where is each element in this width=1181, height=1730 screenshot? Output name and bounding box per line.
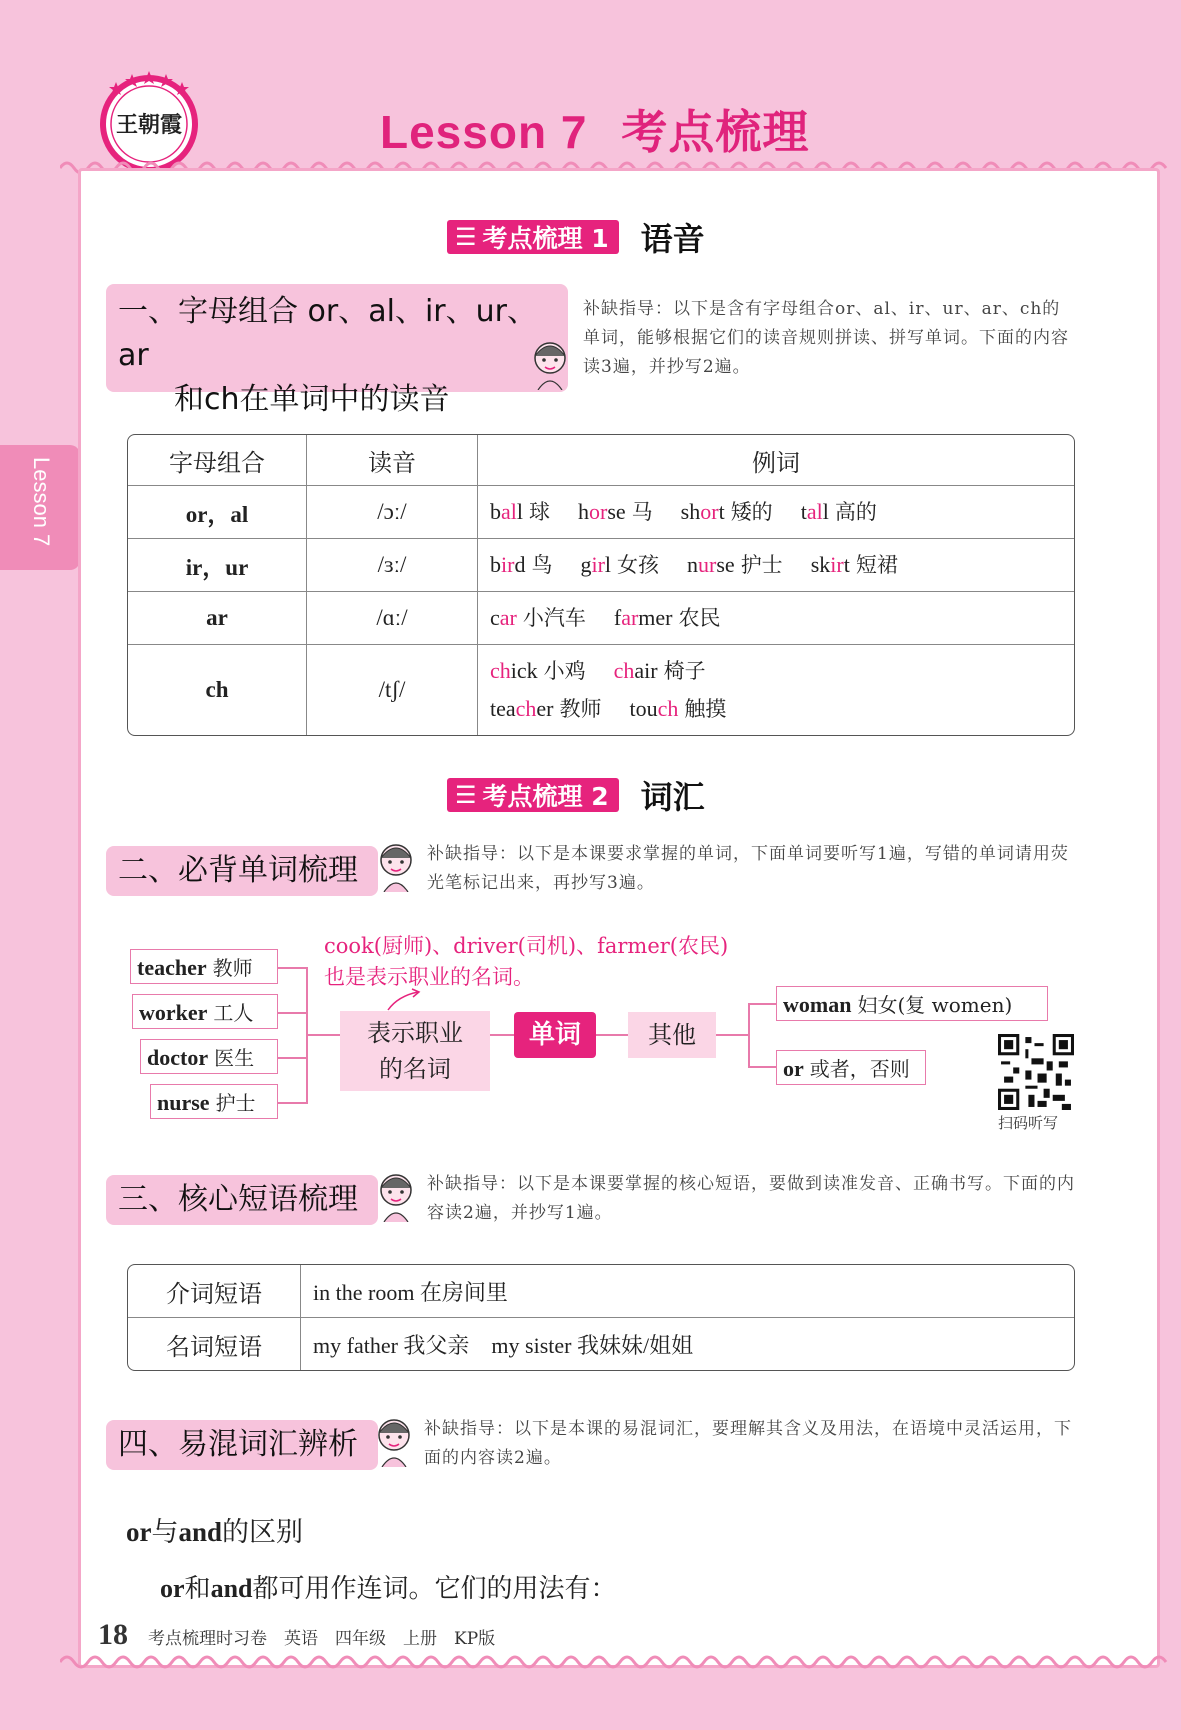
- side-tab: [0, 445, 80, 570]
- col-header: 例词: [478, 435, 1074, 486]
- section4-subtitle: or与and的区别: [126, 1517, 304, 1548]
- example-words: [478, 645, 1074, 735]
- table-row: [128, 539, 1074, 592]
- qr-label: 扫码听写: [998, 1114, 1059, 1132]
- section2-tag: ☰ 考点梳理 2: [447, 778, 619, 812]
- example-words: [478, 592, 1074, 645]
- example-word: nurse 护士: [687, 552, 783, 577]
- example-word: bird 鸟: [490, 552, 553, 577]
- section4-note: 补缺指导：以下是本课的易混词汇，要理解其含义及用法，在语境中灵活运用，下面的内容读2遍。: [424, 1419, 1072, 1468]
- example-word: farmer 农民: [613, 605, 721, 630]
- connector: [748, 1003, 776, 1005]
- example-word: short 矮的: [680, 499, 773, 524]
- title-cn: 考点梳理: [621, 105, 810, 159]
- page-title: [380, 96, 809, 162]
- section2-title: 词汇: [640, 778, 705, 816]
- example-word: car 小汽车: [490, 605, 586, 630]
- phonics-table: [127, 434, 1075, 736]
- table-row: [128, 645, 1074, 735]
- girl-icon: [372, 1415, 416, 1467]
- pronunciation: /ɑː/: [307, 592, 478, 645]
- phrase-type: 名词短语: [128, 1318, 301, 1370]
- menu-icon: ☰: [455, 781, 477, 809]
- phrase-content: my father 我父亲 my sister 我妹妹/姐姐: [313, 1332, 694, 1358]
- girl-icon: [374, 840, 418, 892]
- example-word: horse 马: [578, 499, 653, 524]
- example-word: chick 小鸡: [490, 658, 586, 683]
- annotation-line1: cook(厨师)、driver(司机)、farmer(农民): [324, 934, 729, 958]
- word-woman: woman 妇女(复 women): [776, 986, 1048, 1021]
- table-row: [128, 592, 1074, 645]
- letter-combo: or，al: [128, 486, 307, 539]
- connector: [278, 1102, 306, 1104]
- section1-note: 补缺指导：以下是含有字母组合or、al、ir、ur、ar、ch的单词，能够根据它们的读音规则拼读、拼写单词。下面的内容读3遍，并抄写2遍。: [583, 299, 1069, 377]
- example-words: [478, 539, 1074, 592]
- example-word: teacher 教师: [490, 696, 602, 721]
- annotation-line2: 也是表示职业的名词。: [324, 965, 534, 989]
- example-word: touch 触摸: [629, 696, 727, 721]
- word-doctor: doctor 医生: [140, 1039, 278, 1074]
- connector: [748, 1003, 750, 1068]
- connector: [716, 1034, 748, 1036]
- example-words: [478, 486, 1074, 539]
- word-or: or 或者，否则: [776, 1050, 926, 1085]
- connector: [748, 1066, 776, 1068]
- section1-heading: [106, 284, 568, 417]
- wave-border-bottom: [60, 1652, 1170, 1672]
- annotation: [324, 931, 728, 993]
- word-teacher: teacher 教师: [130, 949, 278, 984]
- group-other: 其他: [628, 1012, 716, 1058]
- example-word: skirt 短裙: [810, 552, 898, 577]
- example-word: chair 椅子: [613, 658, 706, 683]
- example-word: ball 球: [490, 499, 551, 524]
- heading-line2: 和ch在单词中的读音: [174, 382, 450, 417]
- footer-text: 考点梳理时习卷 英语 四年级 上册 KP版: [148, 1629, 496, 1649]
- connector: [278, 967, 306, 969]
- section2-heading: 二、必背单词梳理: [106, 846, 378, 896]
- section3-heading: 三、核心短语梳理: [106, 1175, 378, 1225]
- word-nurse: nurse 护士: [150, 1084, 278, 1119]
- group-occupations: 表示职业的名词: [340, 1011, 490, 1091]
- center-node: 单词: [514, 1012, 596, 1058]
- letter-combo: ir，ur: [128, 539, 307, 592]
- section4-body: or和and都可用作连词。它们的用法有：: [160, 1574, 617, 1604]
- page-footer: [98, 1618, 495, 1652]
- phrase-table: [127, 1264, 1075, 1371]
- section1-tag: ☰ 考点梳理 1: [447, 220, 619, 254]
- menu-icon: ☰: [455, 223, 477, 251]
- example-word: tall 高的: [800, 499, 877, 524]
- girl-icon: [528, 338, 572, 390]
- pronunciation: /ɔː/: [307, 486, 478, 539]
- phrase-content: in the room 在房间里: [301, 1265, 1074, 1318]
- girl-icon: [374, 1170, 418, 1222]
- connector: [596, 1034, 628, 1036]
- heading-line1: 一、字母组合 or、al、ir、ur、ar: [118, 294, 537, 373]
- example-word: girl 女孩: [580, 552, 660, 577]
- connector: [306, 1034, 340, 1036]
- section2-banner: [447, 776, 705, 814]
- pronunciation: /tʃ/: [307, 645, 478, 735]
- page-number: 18: [98, 1618, 128, 1651]
- word-worker: worker 工人: [132, 994, 278, 1029]
- col-header: 字母组合: [128, 435, 307, 486]
- section2-note: 补缺指导：以下是本课要求掌握的单词，下面单词要听写1遍，写错的单词请用荧光笔标记出来，再抄写3遍。: [427, 844, 1069, 893]
- logo-text: 王朝霞: [115, 112, 183, 138]
- letter-combo: ch: [128, 645, 307, 735]
- table-row: [128, 486, 1074, 539]
- arrow-icon: [384, 988, 424, 1012]
- connector: [278, 1057, 306, 1059]
- section3-note: 补缺指导：以下是本课要掌握的核心短语，要做到读准发音、正确书写。下面的内容读2遍，并抄写1遍。: [427, 1174, 1075, 1223]
- phrase-type: 介词短语: [128, 1265, 301, 1318]
- connector: [490, 1034, 514, 1036]
- connector: [278, 1012, 306, 1014]
- section1-title: 语音: [640, 220, 705, 258]
- letter-combo: ar: [128, 592, 307, 645]
- side-tab-label: Lesson 7: [29, 457, 54, 547]
- section1-banner: [447, 218, 705, 256]
- col-header: 读音: [307, 435, 478, 486]
- pronunciation: /ɜː/: [307, 539, 478, 592]
- qr-code-icon[interactable]: [998, 1034, 1074, 1110]
- lesson-label: Lesson 7: [380, 106, 588, 158]
- section4-heading: 四、易混词汇辨析: [106, 1420, 378, 1470]
